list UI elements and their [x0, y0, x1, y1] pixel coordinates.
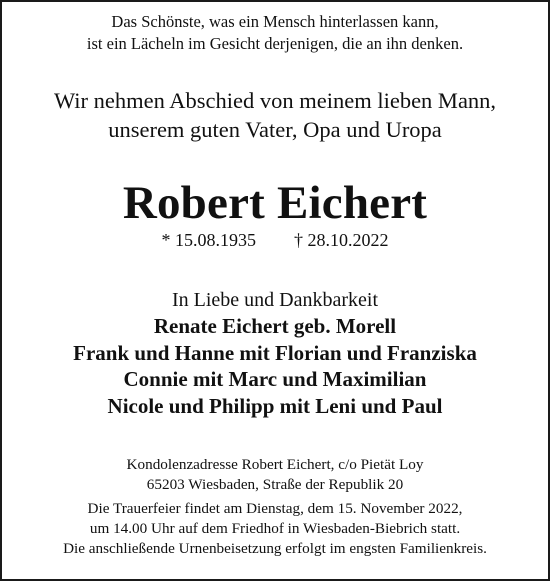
deceased-name: Robert Eichert	[122, 177, 428, 229]
quote-line-2: ist ein Lächeln im Gesicht derjenigen, die an ihn denken.	[86, 34, 464, 53]
family-line: Nicole und Philipp mit Leni und Paul	[107, 394, 443, 418]
ceremony-line-1: Die Trauerfeier findet am Dienstag, dem 15. November 2022,	[87, 500, 463, 517]
family-line: Connie mit Marc und Maximilian	[123, 367, 427, 391]
farewell-line-1: Wir nehmen Abschied von meinem lieben Mann,	[53, 88, 497, 113]
family-line: Frank und Hanne mit Florian und Franziska	[73, 341, 477, 365]
condolence-address-line-1: Kondolenzadresse Robert Eichert, c/o Pietät Loy	[126, 456, 424, 473]
death-date: † 28.10.2022	[294, 230, 389, 250]
farewell-line-2: unserem guten Vater, Opa und Uropa	[108, 117, 442, 142]
ceremony-line-3: Die anschließende Urnenbeisetzung erfolgt im engsten Familienkreis.	[63, 540, 487, 557]
signoff-intro: In Liebe und Dankbarkeit	[171, 289, 379, 311]
birth-date: * 15.08.1935	[161, 230, 256, 250]
family-line: Renate Eichert geb. Morell	[153, 314, 397, 338]
life-dates	[2, 231, 548, 249]
quote-line-1: Das Schönste, was ein Mensch hinterlassen kann,	[111, 12, 439, 31]
condolence-address-line-2: 65203 Wiesbaden, Straße der Republik 20	[146, 476, 404, 493]
ceremony-line-2: um 14.00 Uhr auf dem Friedhof in Wiesbaden-Biebrich statt.	[89, 520, 461, 537]
